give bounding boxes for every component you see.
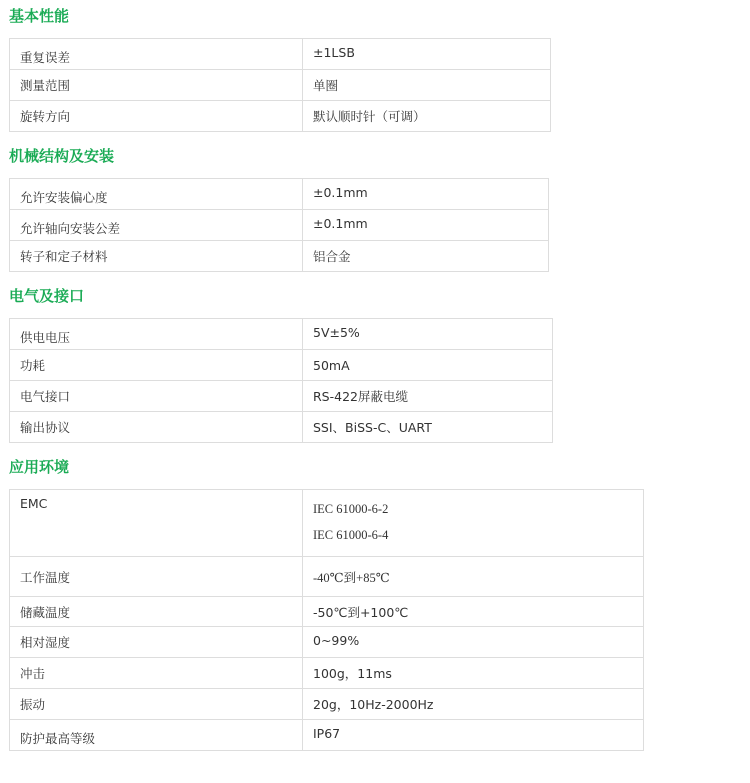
spec-value: 单圈 <box>303 70 551 101</box>
table-row <box>10 720 644 751</box>
spec-value: 50mA <box>303 350 553 381</box>
spec-value: 20g，10Hz-2000Hz <box>303 689 644 720</box>
table-row <box>10 350 553 381</box>
spec-value: 默认顺时针（可调） <box>303 101 551 132</box>
spec-label: 允许轴向安装公差 <box>10 210 303 241</box>
table-row <box>10 241 549 272</box>
spec-value: RS-422屏蔽电缆 <box>303 381 553 412</box>
spec-value <box>303 490 644 557</box>
spec-label: 电气接口 <box>10 381 303 412</box>
table-row <box>10 658 644 689</box>
spec-value: ±1LSB <box>303 39 551 70</box>
spec-label: 功耗 <box>10 350 303 381</box>
table-row <box>10 490 644 557</box>
spec-label: 防护最高等级 <box>10 720 303 751</box>
spec-value: 5V±5% <box>303 319 553 350</box>
spec-label: 相对湿度 <box>10 627 303 658</box>
spec-label: 振动 <box>10 689 303 720</box>
spec-value-line: IEC 61000-6-2 <box>313 502 389 516</box>
spec-table-electrical-interface <box>9 318 553 443</box>
table-row <box>10 689 644 720</box>
spec-table-basic-performance <box>9 38 551 132</box>
table-row <box>10 179 549 210</box>
section-title-mechanical-structure: 机械结构及安装 <box>9 147 115 165</box>
spec-label: 供电电压 <box>10 319 303 350</box>
section-title-electrical-interface: 电气及接口 <box>9 287 85 305</box>
table-row <box>10 101 551 132</box>
spec-value: ±0.1mm <box>303 179 549 210</box>
spec-table-application-environment <box>9 489 644 751</box>
spec-label: 转子和定子材料 <box>10 241 303 272</box>
spec-label: 工作温度 <box>10 557 303 597</box>
spec-label: EMC <box>10 490 303 557</box>
spec-value-line: IEC 61000-6-4 <box>313 528 389 542</box>
spec-label: 允许安装偏心度 <box>10 179 303 210</box>
spec-value: -50℃到+100℃ <box>303 597 644 627</box>
table-row <box>10 627 644 658</box>
table-row <box>10 210 549 241</box>
spec-label: 旋转方向 <box>10 101 303 132</box>
spec-value: 100g，11ms <box>303 658 644 689</box>
spec-value: 0~99% <box>303 627 644 658</box>
section-title-application-environment: 应用环境 <box>9 458 70 476</box>
spec-value: -40℃到+85℃ <box>303 557 644 597</box>
table-row <box>10 319 553 350</box>
table-row <box>10 39 551 70</box>
spec-value: SSI、BiSS-C、UART <box>303 412 553 443</box>
table-row <box>10 557 644 597</box>
table-row <box>10 412 553 443</box>
spec-label: 重复误差 <box>10 39 303 70</box>
spec-label: 储藏温度 <box>10 597 303 627</box>
spec-label: 测量范围 <box>10 70 303 101</box>
spec-value: IP67 <box>303 720 644 751</box>
table-row <box>10 597 644 627</box>
section-title-basic-performance: 基本性能 <box>9 7 70 25</box>
spec-label: 冲击 <box>10 658 303 689</box>
table-row <box>10 70 551 101</box>
spec-value: ±0.1mm <box>303 210 549 241</box>
table-row <box>10 381 553 412</box>
spec-table-mechanical-structure <box>9 178 549 272</box>
spec-value: 铝合金 <box>303 241 549 272</box>
spec-label: 输出协议 <box>10 412 303 443</box>
